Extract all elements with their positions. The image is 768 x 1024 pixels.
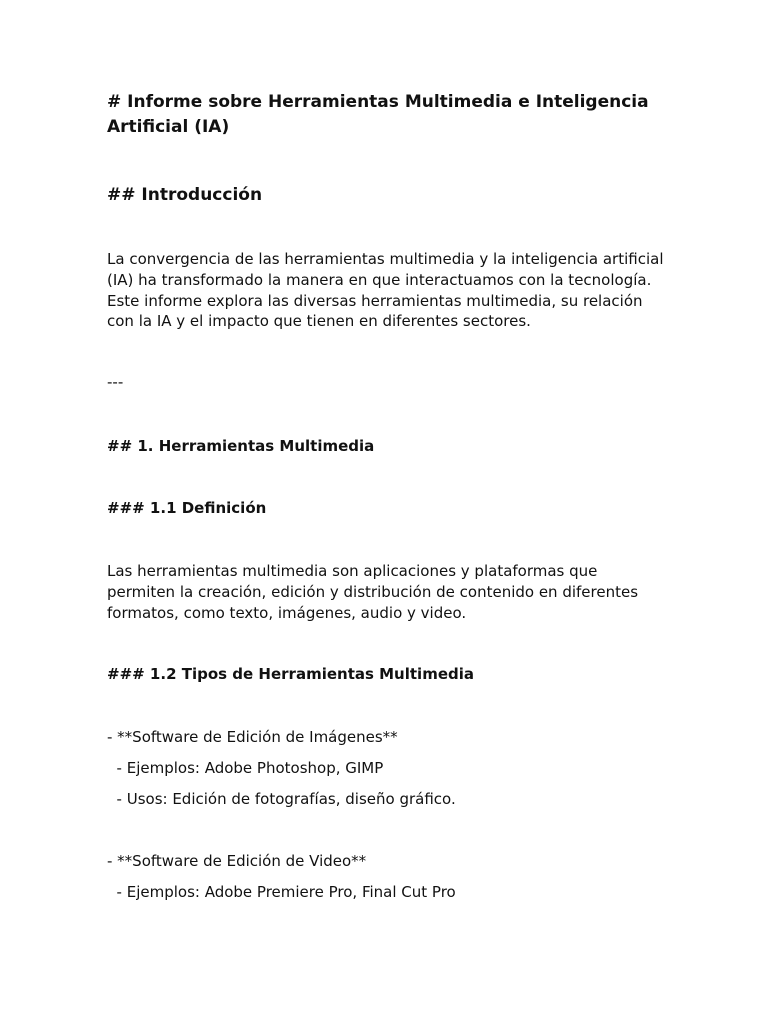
list-subitem: - Usos: Edición de fotografías, diseño gráfico. bbox=[107, 790, 456, 808]
intro-paragraph: La convergencia de las herramientas multimedia y la inteligencia artificial (IA) ha transformado la manera en que interactuamos con la tecnología. Este informe explora las diversas herramientas multimedia, su relación con la IA y el impacto que tienen en diferentes sectores. bbox=[107, 250, 664, 331]
section-1-heading: ## 1. Herramientas Multimedia bbox=[107, 437, 375, 455]
separator: --- bbox=[107, 373, 124, 391]
document-title: # Informe sobre Herramientas Multimedia e Inteligencia Artificial (IA) bbox=[107, 92, 649, 137]
list-item: - **Software de Edición de Video** bbox=[107, 852, 367, 870]
list-subitem: - Ejemplos: Adobe Photoshop, GIMP bbox=[107, 759, 384, 777]
list-item: - **Software de Edición de Imágenes** bbox=[107, 728, 398, 746]
intro-heading: ## Introducción bbox=[107, 185, 263, 205]
definition-paragraph: Las herramientas multimedia son aplicaciones y plataformas que permiten la creación, edición y distribución de contenido en diferentes formatos, como texto, imágenes, audio y video. bbox=[107, 562, 639, 622]
list-subitem: - Ejemplos: Adobe Premiere Pro, Final Cut Pro bbox=[107, 883, 456, 901]
types-heading: ### 1.2 Tipos de Herramientas Multimedia bbox=[107, 665, 474, 683]
definition-heading: ### 1.1 Definición bbox=[107, 499, 267, 517]
